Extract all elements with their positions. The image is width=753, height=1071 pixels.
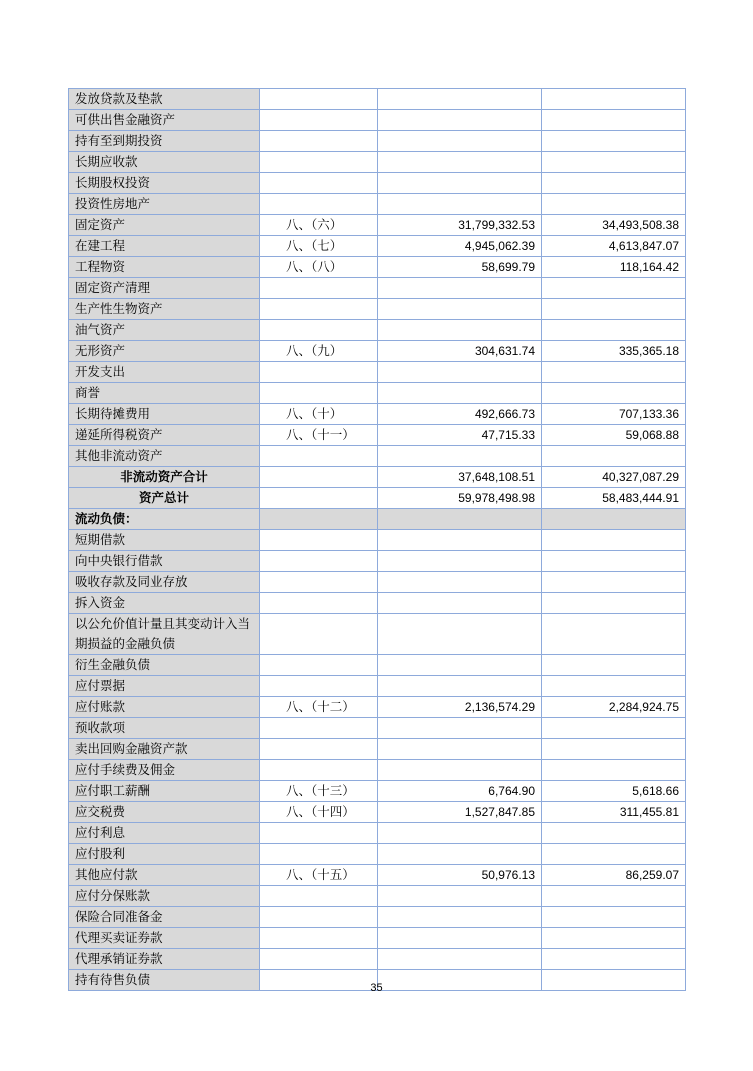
row-label: 固定资产 — [69, 215, 260, 236]
table-row — [69, 152, 686, 173]
row-value-current — [378, 655, 542, 676]
row-value-prior — [542, 614, 686, 655]
table-row — [69, 739, 686, 760]
row-label: 无形资产 — [69, 341, 260, 362]
table-row — [69, 655, 686, 676]
row-value-current — [378, 844, 542, 865]
row-label: 长期股权投资 — [69, 173, 260, 194]
table-row — [69, 110, 686, 131]
row-value-current — [378, 173, 542, 194]
row-note: 八、（十三） — [260, 781, 378, 802]
table-row — [69, 844, 686, 865]
row-value-prior: 86,259.07 — [542, 865, 686, 886]
table-row — [69, 89, 686, 110]
table-row — [69, 614, 686, 655]
row-value-current — [378, 886, 542, 907]
row-value-prior — [542, 173, 686, 194]
row-value-prior: 34,493,508.38 — [542, 215, 686, 236]
table-row — [69, 467, 686, 488]
row-label: 应付分保账款 — [69, 886, 260, 907]
row-note — [260, 655, 378, 676]
row-value-prior: 2,284,924.75 — [542, 697, 686, 718]
table-row — [69, 718, 686, 739]
row-value-current — [378, 152, 542, 173]
row-label: 其他应付款 — [69, 865, 260, 886]
row-note — [260, 299, 378, 320]
row-label: 发放贷款及垫款 — [69, 89, 260, 110]
row-label: 投资性房地产 — [69, 194, 260, 215]
row-note — [260, 949, 378, 970]
row-note — [260, 614, 378, 655]
table-row — [69, 299, 686, 320]
row-value-current — [378, 320, 542, 341]
row-value-current — [378, 572, 542, 593]
table-row — [69, 676, 686, 697]
table-row — [69, 760, 686, 781]
row-note — [260, 131, 378, 152]
row-label: 应交税费 — [69, 802, 260, 823]
row-note: 八、（十） — [260, 404, 378, 425]
table-row — [69, 446, 686, 467]
row-value-prior: 335,365.18 — [542, 341, 686, 362]
row-label: 资产总计 — [69, 488, 260, 509]
row-label: 在建工程 — [69, 236, 260, 257]
row-note — [260, 194, 378, 215]
row-value-prior — [542, 949, 686, 970]
row-label: 可供出售金融资产 — [69, 110, 260, 131]
row-value-prior: 40,327,087.29 — [542, 467, 686, 488]
row-value-current — [378, 949, 542, 970]
row-label: 代理承销证券款 — [69, 949, 260, 970]
table-row — [69, 697, 686, 718]
row-value-prior — [542, 572, 686, 593]
row-label: 卖出回购金融资产款 — [69, 739, 260, 760]
row-label: 吸收存款及同业存放 — [69, 572, 260, 593]
row-value-current — [378, 509, 542, 530]
table-row — [69, 865, 686, 886]
row-value-prior — [542, 194, 686, 215]
table-row — [69, 551, 686, 572]
row-value-current — [378, 110, 542, 131]
row-value-current — [378, 446, 542, 467]
row-note — [260, 278, 378, 299]
row-label: 长期待摊费用 — [69, 404, 260, 425]
row-label: 应付股利 — [69, 844, 260, 865]
row-note — [260, 593, 378, 614]
table-row — [69, 173, 686, 194]
row-value-prior — [542, 362, 686, 383]
row-value-current — [378, 278, 542, 299]
row-value-prior — [542, 530, 686, 551]
row-value-current: 304,631.74 — [378, 341, 542, 362]
row-value-prior — [542, 739, 686, 760]
row-label: 固定资产清理 — [69, 278, 260, 299]
row-value-prior — [542, 593, 686, 614]
row-value-current: 6,764.90 — [378, 781, 542, 802]
row-note: 八、（九） — [260, 341, 378, 362]
row-value-current — [378, 383, 542, 404]
row-value-prior — [542, 509, 686, 530]
balance-sheet-table — [68, 88, 686, 991]
row-label: 拆入资金 — [69, 593, 260, 614]
row-note — [260, 488, 378, 509]
table-row — [69, 928, 686, 949]
row-value-prior — [542, 676, 686, 697]
table-row — [69, 383, 686, 404]
table-row — [69, 781, 686, 802]
table-row — [69, 949, 686, 970]
row-value-current — [378, 614, 542, 655]
row-label: 衍生金融负债 — [69, 655, 260, 676]
row-value-current: 58,699.79 — [378, 257, 542, 278]
row-label: 代理买卖证券款 — [69, 928, 260, 949]
row-note — [260, 676, 378, 697]
row-value-current: 59,978,498.98 — [378, 488, 542, 509]
row-note — [260, 110, 378, 131]
row-value-current — [378, 823, 542, 844]
row-value-current — [378, 907, 542, 928]
row-note — [260, 89, 378, 110]
row-value-prior — [542, 110, 686, 131]
table-row — [69, 194, 686, 215]
row-value-current: 492,666.73 — [378, 404, 542, 425]
row-note — [260, 907, 378, 928]
row-label: 长期应收款 — [69, 152, 260, 173]
row-value-prior — [542, 446, 686, 467]
row-note — [260, 152, 378, 173]
row-label: 向中央银行借款 — [69, 551, 260, 572]
balance-sheet-body — [69, 89, 686, 991]
row-value-current — [378, 676, 542, 697]
row-value-prior — [542, 89, 686, 110]
row-value-prior: 58,483,444.91 — [542, 488, 686, 509]
row-value-current: 50,976.13 — [378, 865, 542, 886]
table-row — [69, 257, 686, 278]
table-row — [69, 488, 686, 509]
row-note — [260, 551, 378, 572]
row-label: 流动负债： — [69, 509, 260, 530]
row-label: 持有至到期投资 — [69, 131, 260, 152]
row-value-prior: 118,164.42 — [542, 257, 686, 278]
row-note — [260, 718, 378, 739]
row-note: 八、（十五） — [260, 865, 378, 886]
table-row — [69, 572, 686, 593]
row-value-current — [378, 928, 542, 949]
row-note — [260, 760, 378, 781]
row-value-current — [378, 718, 542, 739]
row-value-prior — [542, 823, 686, 844]
row-value-prior — [542, 131, 686, 152]
table-row — [69, 131, 686, 152]
row-value-prior: 311,455.81 — [542, 802, 686, 823]
row-note — [260, 320, 378, 341]
row-label: 以公允价值计量且其变动计入当期损益的金融负债 — [69, 614, 260, 655]
row-value-current — [378, 760, 542, 781]
row-value-prior — [542, 278, 686, 299]
row-value-prior: 59,068.88 — [542, 425, 686, 446]
row-value-prior: 707,133.36 — [542, 404, 686, 425]
table-row — [69, 802, 686, 823]
table-row — [69, 236, 686, 257]
row-label: 其他非流动资产 — [69, 446, 260, 467]
row-label: 短期借款 — [69, 530, 260, 551]
row-value-prior — [542, 551, 686, 572]
row-label: 预收款项 — [69, 718, 260, 739]
row-label: 应付利息 — [69, 823, 260, 844]
row-value-current — [378, 194, 542, 215]
table-row — [69, 593, 686, 614]
row-note: 八、（六） — [260, 215, 378, 236]
row-note: 八、（十四） — [260, 802, 378, 823]
row-label: 非流动资产合计 — [69, 467, 260, 488]
row-value-current — [378, 299, 542, 320]
row-label: 商誉 — [69, 383, 260, 404]
row-note — [260, 383, 378, 404]
table-row — [69, 341, 686, 362]
row-note — [260, 823, 378, 844]
row-value-prior — [542, 886, 686, 907]
row-value-prior: 4,613,847.07 — [542, 236, 686, 257]
row-value-prior — [542, 655, 686, 676]
table-row — [69, 278, 686, 299]
row-note: 八、（八） — [260, 257, 378, 278]
row-value-prior — [542, 844, 686, 865]
row-value-prior — [542, 299, 686, 320]
table-row — [69, 362, 686, 383]
row-value-current — [378, 530, 542, 551]
row-note — [260, 739, 378, 760]
table-row — [69, 404, 686, 425]
table-row — [69, 886, 686, 907]
row-label: 生产性生物资产 — [69, 299, 260, 320]
row-value-prior — [542, 320, 686, 341]
row-value-current: 4,945,062.39 — [378, 236, 542, 257]
row-label: 递延所得税资产 — [69, 425, 260, 446]
row-note — [260, 509, 378, 530]
row-note — [260, 572, 378, 593]
row-label: 油气资产 — [69, 320, 260, 341]
table-row — [69, 530, 686, 551]
table-row — [69, 215, 686, 236]
row-value-prior: 5,618.66 — [542, 781, 686, 802]
row-value-prior — [542, 383, 686, 404]
row-note — [260, 928, 378, 949]
row-value-current — [378, 362, 542, 383]
row-label: 开发支出 — [69, 362, 260, 383]
row-note — [260, 530, 378, 551]
row-label: 持有待售负债 — [69, 970, 260, 991]
row-value-current — [378, 593, 542, 614]
row-value-current: 31,799,332.53 — [378, 215, 542, 236]
table-row — [69, 425, 686, 446]
row-value-current — [378, 89, 542, 110]
row-value-current: 1,527,847.85 — [378, 802, 542, 823]
row-note — [260, 844, 378, 865]
table-row — [69, 823, 686, 844]
row-note — [260, 446, 378, 467]
row-label: 应付票据 — [69, 676, 260, 697]
row-value-prior — [542, 760, 686, 781]
row-value-current — [378, 131, 542, 152]
row-label: 应付账款 — [69, 697, 260, 718]
table-row — [69, 907, 686, 928]
row-value-current: 37,648,108.51 — [378, 467, 542, 488]
table-row — [69, 320, 686, 341]
row-note — [260, 886, 378, 907]
row-value-prior — [542, 907, 686, 928]
row-value-current — [378, 739, 542, 760]
row-value-prior — [542, 928, 686, 949]
row-label: 应付职工薪酬 — [69, 781, 260, 802]
row-note: 八、（十一） — [260, 425, 378, 446]
table-row — [69, 509, 686, 530]
row-label: 工程物资 — [69, 257, 260, 278]
row-note — [260, 173, 378, 194]
row-note — [260, 467, 378, 488]
page-number: 35 — [370, 982, 383, 994]
row-note: 八、（七） — [260, 236, 378, 257]
row-value-current: 2,136,574.29 — [378, 697, 542, 718]
row-value-prior — [542, 152, 686, 173]
row-value-prior — [542, 718, 686, 739]
row-label: 应付手续费及佣金 — [69, 760, 260, 781]
row-note — [260, 362, 378, 383]
row-note: 八、（十二） — [260, 697, 378, 718]
row-value-current: 47,715.33 — [378, 425, 542, 446]
row-label: 保险合同准备金 — [69, 907, 260, 928]
row-value-current — [378, 551, 542, 572]
